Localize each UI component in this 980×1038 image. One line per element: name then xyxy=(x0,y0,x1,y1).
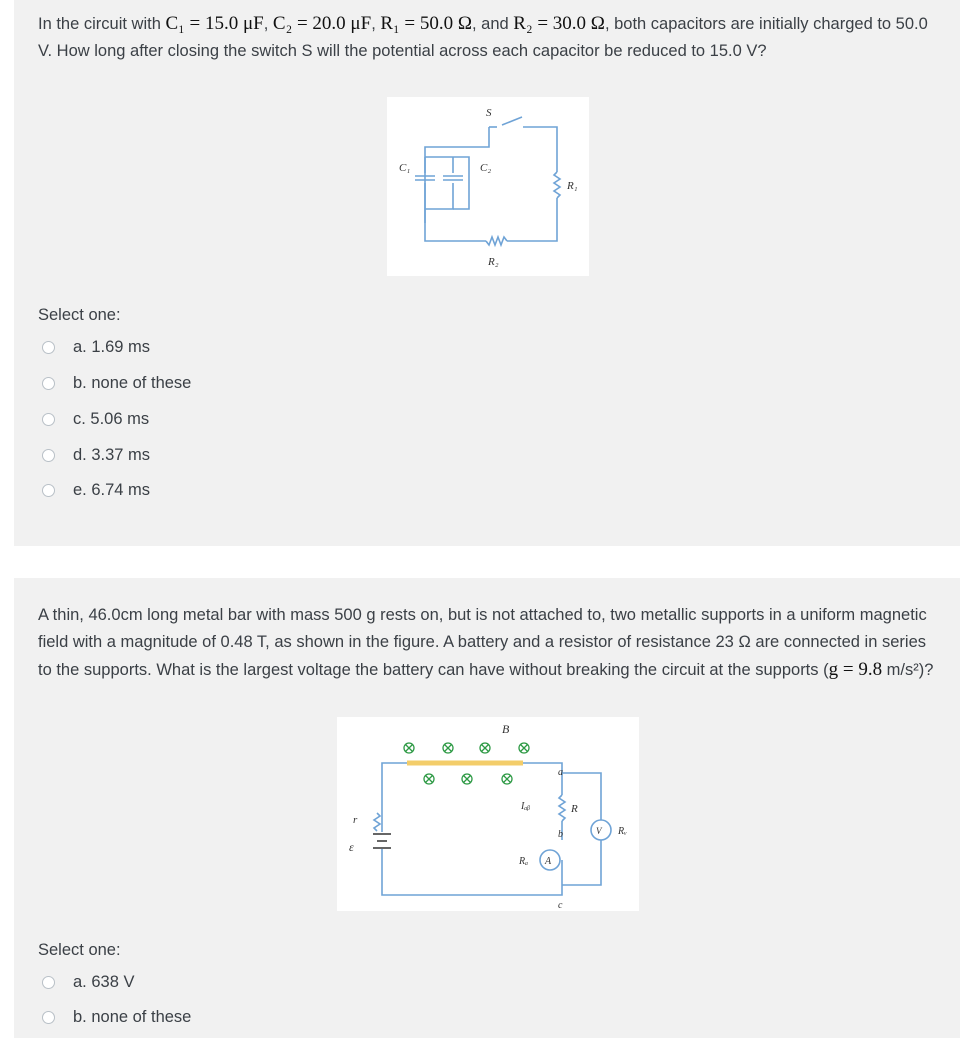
switch-label: S xyxy=(486,107,492,119)
point-a-label: a xyxy=(558,767,563,778)
q1-c1-value: C₁ = 15.0 μF xyxy=(165,13,264,34)
q1-and: and xyxy=(481,15,509,33)
question-1-card xyxy=(14,0,960,546)
question-2-text xyxy=(38,602,938,684)
circuit-figure-1 xyxy=(387,97,589,276)
option-label: b. none of these xyxy=(73,1007,192,1026)
q1-option-b[interactable] xyxy=(42,371,191,395)
option-label: e. 6.74 ms xyxy=(73,480,151,499)
q1-text-rest: both capacitors are initially charged to 50.0 V. How long after closing the switch S will the potential across each capacitor be reduced to 15.0 V? xyxy=(38,15,928,60)
radio-button[interactable] xyxy=(42,341,55,354)
q2-option-b[interactable] xyxy=(42,1005,191,1029)
q1-option-e[interactable] xyxy=(42,478,150,502)
radio-button[interactable] xyxy=(42,449,55,462)
circuit-figure-2 xyxy=(337,717,639,911)
q1-r1-value: R₁ = 50.0 Ω xyxy=(380,13,472,34)
internal-resistance-label: r xyxy=(353,814,358,826)
option-label: a. 1.69 ms xyxy=(73,337,151,356)
q2-option-a[interactable] xyxy=(42,970,134,994)
option-label: b. none of these xyxy=(73,373,192,392)
option-label: a. 638 V xyxy=(73,972,135,991)
r1-label: R₁ xyxy=(567,180,578,192)
point-c-label: c xyxy=(558,900,563,911)
b-field-label: B xyxy=(502,722,510,736)
ammeter-label: A xyxy=(545,856,552,867)
c1-label: C₁ xyxy=(399,162,411,174)
gravity-value: g = 9.8 xyxy=(828,659,883,680)
q2-text-b: are connected in series to the supports. What is the largest voltage the battery can have without breaking the circuit at the supports ( xyxy=(38,633,926,679)
omega-symbol: Ω xyxy=(738,633,751,651)
radio-button[interactable] xyxy=(42,976,55,989)
q1-option-c[interactable] xyxy=(42,407,149,431)
question-1-text: In the circuit with C₁ = 15.0 μF, C₂ = 20.0 μF, R₁ = 50.0 Ω, and R₂ = 30.0 Ω, both capacitors are initially charged to 50.0 V. How long after closing the switch S will the potential across each capacitor be reduced to 15.0 V? xyxy=(38,13,928,60)
option-label: d. 3.37 ms xyxy=(73,445,151,464)
q1-option-a[interactable] xyxy=(42,335,150,359)
rv-label: Rᵥ xyxy=(618,826,627,837)
radio-button[interactable] xyxy=(42,413,55,426)
q2-text-a: A thin, 46.0cm long metal bar with mass 500 g rests on, but is not attached to, two metallic supports in a uniform magnetic field with a magnitude of 0.48 T, as shown in the figure. A battery and a resistor of resistance 23 xyxy=(38,606,927,651)
q1-r2-value: R₂ = 30.0 Ω xyxy=(513,13,605,34)
option-label: c. 5.06 ms xyxy=(73,409,150,428)
ra-label: Rₐ xyxy=(519,856,529,867)
question-2-card xyxy=(14,578,960,1038)
r2-label: R₂ xyxy=(488,256,499,268)
point-b-label: b xyxy=(558,829,563,840)
q1-text-prefix: In the circuit with xyxy=(38,15,161,33)
c2-label: C₂ xyxy=(480,162,492,174)
q1-option-d[interactable] xyxy=(42,443,150,467)
emf-label: ε xyxy=(349,840,354,854)
radio-button[interactable] xyxy=(42,1011,55,1024)
select-one-label: Select one: xyxy=(38,941,121,959)
resistor-label: R xyxy=(571,803,578,815)
radio-button[interactable] xyxy=(42,484,55,497)
select-one-label: Select one: xyxy=(38,306,121,324)
q2-text-c: m/s²)? xyxy=(886,661,934,679)
current-label: Iₐᵦ xyxy=(521,801,531,812)
radio-button[interactable] xyxy=(42,377,55,390)
voltmeter-label: V xyxy=(596,826,602,836)
q1-c2-value: C₂ = 20.0 μF xyxy=(272,13,372,34)
